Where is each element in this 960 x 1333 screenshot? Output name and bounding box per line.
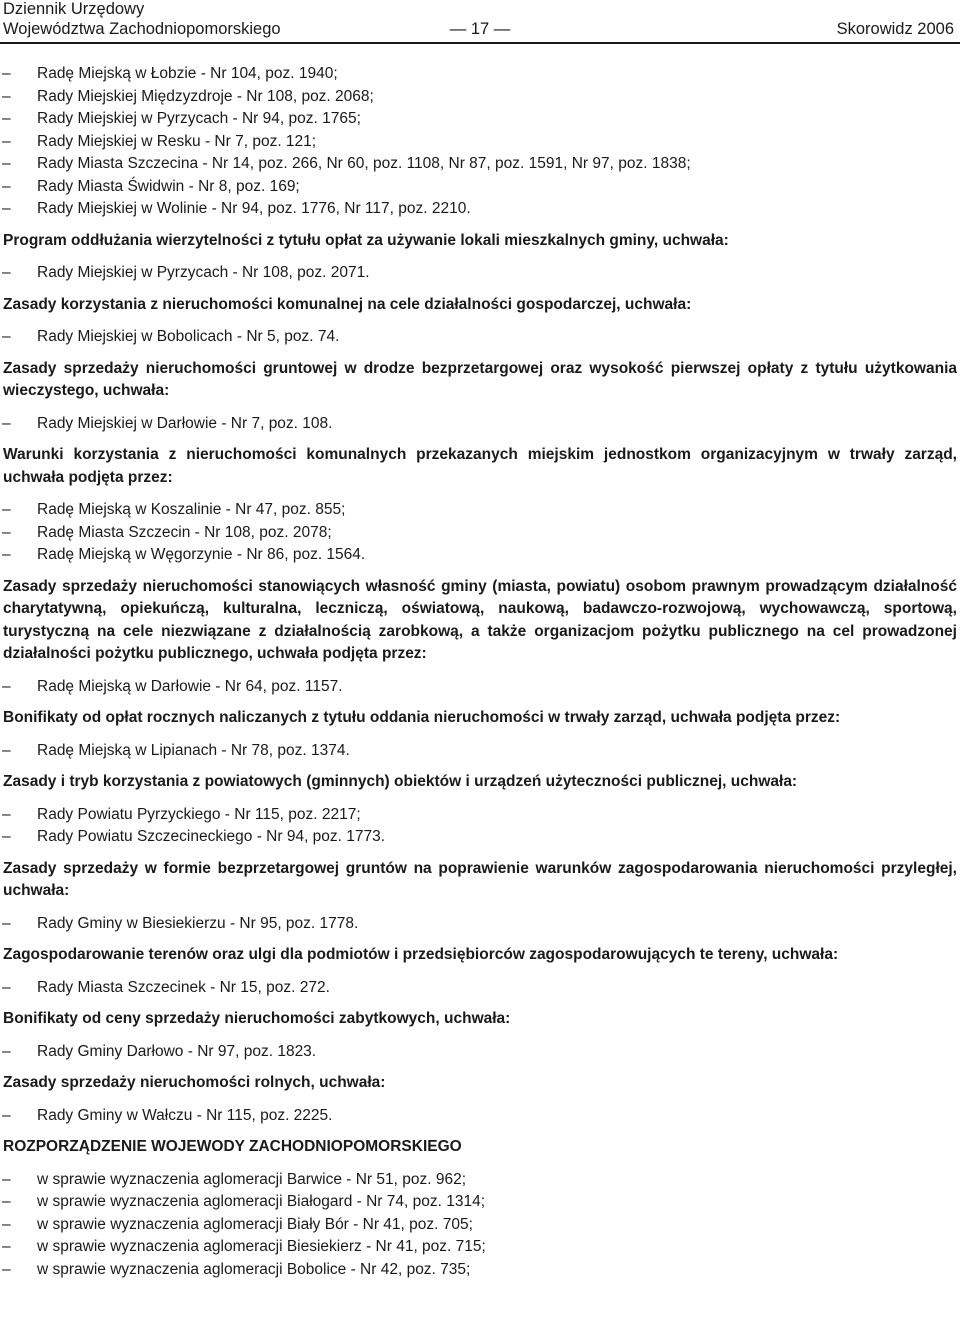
list-item: [0, 326, 960, 349]
list-item: [0, 1169, 960, 1192]
index-section: [0, 358, 960, 436]
index-section: [0, 1136, 960, 1281]
section-heading: Zagospodarowanie terenów oraz ulgi dla podmiotów i przedsiębiorców zagospodarowujących te tereny, uchwała:: [3, 946, 839, 963]
section-item-list: [0, 1169, 960, 1282]
list-item: [0, 413, 960, 436]
list-item: [0, 1214, 960, 1237]
list-item: [0, 1259, 960, 1282]
dash-bullet: –: [2, 1106, 11, 1124]
dash-bullet: –: [2, 264, 11, 281]
list-item: [0, 1105, 960, 1128]
dash-bullet: –: [2, 1215, 11, 1233]
list-item: [0, 63, 960, 86]
dash-bullet: –: [2, 155, 11, 172]
list-item-text: Rady Powiatu Pyrzyckiego - Nr 115, poz. 2217;: [37, 805, 361, 823]
list-item-text: w sprawie wyznaczenia aglomeracji Barwice - Nr 51, poz. 962;: [37, 1170, 467, 1188]
index-section: [0, 576, 960, 699]
section-item-list: [0, 1041, 960, 1064]
dash-bullet: –: [2, 328, 11, 345]
list-item: [0, 522, 960, 545]
dash-bullet: –: [2, 414, 11, 432]
section-item-list: [0, 676, 960, 699]
page-number: — 17 —: [449, 20, 511, 38]
list-item-text: Rady Miasta Szczecinek - Nr 15, poz. 272.: [37, 978, 330, 996]
section-item-list: [0, 804, 960, 849]
list-item: [0, 977, 960, 1000]
list-item: [0, 1236, 960, 1259]
list-item-text: Radę Miejską w Koszalinie - Nr 47, poz. 855;: [37, 501, 346, 518]
dash-bullet: –: [2, 805, 11, 823]
list-item: [0, 1041, 960, 1064]
dash-bullet: –: [2, 200, 11, 217]
section-heading: Program oddłużania wierzytelności z tytułu opłat za używanie lokali mieszkalnych gminy, uchwała:: [3, 231, 729, 249]
list-item-text: w sprawie wyznaczenia aglomeracji Biały Bór - Nr 41, poz. 705;: [37, 1215, 473, 1233]
dash-bullet: –: [2, 501, 11, 518]
list-item: [0, 86, 960, 109]
index-label: Skorowidz 2006: [836, 20, 954, 38]
dash-bullet: –: [2, 1170, 11, 1188]
section-heading: Zasady korzystania z nieruchomości komunalnej na cele działalności gospodarczej, uchwała:: [3, 295, 692, 313]
list-item: [0, 262, 960, 285]
index-content: [0, 63, 960, 1290]
section-item-list: [0, 913, 960, 936]
dash-bullet: –: [2, 1238, 11, 1255]
section-heading: Bonifikaty od opłat rocznych naliczanych z tytułu oddania nieruchomości w trwały zarząd, uchwała podjęta przez:: [3, 709, 841, 726]
list-item-text: w sprawie wyznaczenia aglomeracji Bobolice - Nr 42, poz. 735;: [37, 1260, 471, 1278]
list-item-text: Rady Miasta Świdwin - Nr 8, poz. 169;: [37, 177, 300, 195]
section-heading: Zasady sprzedaży nieruchomości stanowiących własność gminy (miasta, powiatu) osobom prawnym prowadzącym działalność charytatywną, opiekuńczą, kulturalna, leczniczą, oświatową, naukową, badawczo-rozwojową, wychowawczą, sportową, turystyczną na cele niezwiązane z działalnością zarobkową, a także organizacjom pożytku publicznego na cel prowadzonej działalności pożytku publicznego, uchwała podjęta przez:: [3, 577, 957, 662]
list-item: [0, 676, 960, 699]
index-section: [0, 230, 960, 285]
section-heading: ROZPORZĄDZENIE WOJEWODY ZACHODNIOPOMORSKIEGO: [3, 1138, 462, 1155]
section-item-list: [0, 413, 960, 436]
dash-bullet: –: [2, 741, 11, 759]
list-item: [0, 913, 960, 936]
list-item-text: Rady Gminy w Wałczu - Nr 115, poz. 2225.: [37, 1106, 333, 1124]
intro-list: [0, 63, 960, 221]
dash-bullet: –: [2, 65, 11, 82]
dash-bullet: –: [2, 110, 11, 127]
dash-bullet: –: [2, 828, 11, 845]
journal-title: Dziennik Urzędowy: [3, 0, 145, 18]
list-item-text: w sprawie wyznaczenia aglomeracji Biesiekierz - Nr 41, poz. 715;: [37, 1238, 486, 1255]
index-section: [0, 294, 960, 349]
list-item-text: Rady Miejskiej w Pyrzycach - Nr 108, poz. 2071.: [37, 264, 370, 281]
section-item-list: [0, 740, 960, 763]
index-sections: [0, 230, 960, 1282]
index-section: [0, 771, 960, 849]
section-item-list: [0, 326, 960, 349]
list-item: [0, 499, 960, 522]
list-item: [0, 804, 960, 827]
list-item: [0, 176, 960, 199]
dash-bullet: –: [2, 914, 11, 932]
dash-bullet: –: [2, 132, 11, 150]
dash-bullet: –: [2, 978, 11, 996]
section-heading: Zasady i tryb korzystania z powiatowych (gminnych) obiektów i urządzeń użyteczności publicznej, uchwała:: [3, 773, 798, 790]
index-section: [0, 858, 960, 936]
list-item-text: Radę Miasta Szczecin - Nr 108, poz. 2078;: [37, 523, 332, 541]
list-item-text: Rady Miejskiej w Wolinie - Nr 94, poz. 1776, Nr 117, poz. 2210.: [37, 200, 471, 217]
dash-bullet: –: [2, 677, 11, 695]
list-item-text: Rady Miejskiej w Resku - Nr 7, poz. 121;: [37, 132, 317, 150]
dash-bullet: –: [2, 1193, 11, 1210]
dash-bullet: –: [2, 1042, 11, 1060]
index-section: [0, 944, 960, 999]
section-item-list: [0, 499, 960, 567]
list-item: [0, 131, 960, 154]
dash-bullet: –: [2, 523, 11, 541]
dash-bullet: –: [2, 1260, 11, 1278]
list-item: [0, 198, 960, 221]
section-heading: Zasady sprzedaży nieruchomości gruntowej w drodze bezprzetargowej oraz wysokość pierwszej opłaty z tytułu użytkowania wieczystego, uchwała:: [3, 359, 957, 399]
list-item: [0, 108, 960, 131]
list-item-text: Radę Miejską w Łobzie - Nr 104, poz. 1940;: [37, 65, 338, 82]
section-item-list: [0, 262, 960, 285]
list-item: [0, 153, 960, 176]
section-heading: Warunki korzystania z nieruchomości komunalnych przekazanych miejskim jednostkom organizacyjnym w trwały zarząd, uchwała podjęta przez:: [3, 446, 957, 486]
list-item-text: Rady Gminy Darłowo - Nr 97, poz. 1823.: [37, 1042, 317, 1060]
index-section: [0, 707, 960, 762]
dash-bullet: –: [2, 546, 11, 563]
list-item-text: Radę Miejską w Lipianach - Nr 78, poz. 1374.: [37, 741, 350, 759]
section-heading: Zasady sprzedaży nieruchomości rolnych, uchwała:: [3, 1074, 386, 1091]
header-rule: [0, 42, 960, 44]
dash-bullet: –: [2, 177, 11, 195]
list-item-text: w sprawie wyznaczenia aglomeracji Białogard - Nr 74, poz. 1314;: [37, 1193, 485, 1210]
section-heading: Bonifikaty od ceny sprzedaży nieruchomości zabytkowych, uchwała:: [3, 1010, 511, 1027]
list-item: [0, 740, 960, 763]
list-item: [0, 826, 960, 849]
list-item-text: Rady Gminy w Biesiekierzu - Nr 95, poz. 1778.: [37, 914, 359, 932]
journal-region: Województwa Zachodniopomorskiego: [3, 20, 281, 38]
index-section: [0, 1008, 960, 1063]
list-item: [0, 544, 960, 567]
list-item-text: Rady Miejskiej w Darłowie - Nr 7, poz. 108.: [37, 414, 333, 432]
index-section: [0, 1072, 960, 1127]
list-item-text: Rady Miasta Szczecina - Nr 14, poz. 266, Nr 60, poz. 1108, Nr 87, poz. 1591, Nr 97, poz. 1838;: [37, 155, 691, 172]
dash-bullet: –: [2, 87, 11, 105]
list-item-text: Rady Powiatu Szczecineckiego - Nr 94, poz. 1773.: [37, 828, 386, 845]
list-item-text: Radę Miejską w Węgorzynie - Nr 86, poz. 1564.: [37, 546, 366, 563]
list-item-text: Rady Miejskiej w Bobolicach - Nr 5, poz. 74.: [37, 328, 340, 345]
index-section: [0, 444, 960, 567]
list-item-text: Rady Miejskiej w Pyrzycach - Nr 94, poz. 1765;: [37, 110, 361, 127]
list-item-text: Rady Miejskiej Międzyzdroje - Nr 108, poz. 2068;: [37, 87, 374, 105]
list-item-text: Radę Miejską w Darłowie - Nr 64, poz. 1157.: [37, 677, 343, 695]
section-item-list: [0, 1105, 960, 1128]
section-item-list: [0, 977, 960, 1000]
list-item: [0, 1191, 960, 1214]
section-heading: Zasady sprzedaży w formie bezprzetargowej gruntów na poprawienie warunków zagospodarowania nieruchomości przyległej, uchwała:: [3, 859, 957, 899]
